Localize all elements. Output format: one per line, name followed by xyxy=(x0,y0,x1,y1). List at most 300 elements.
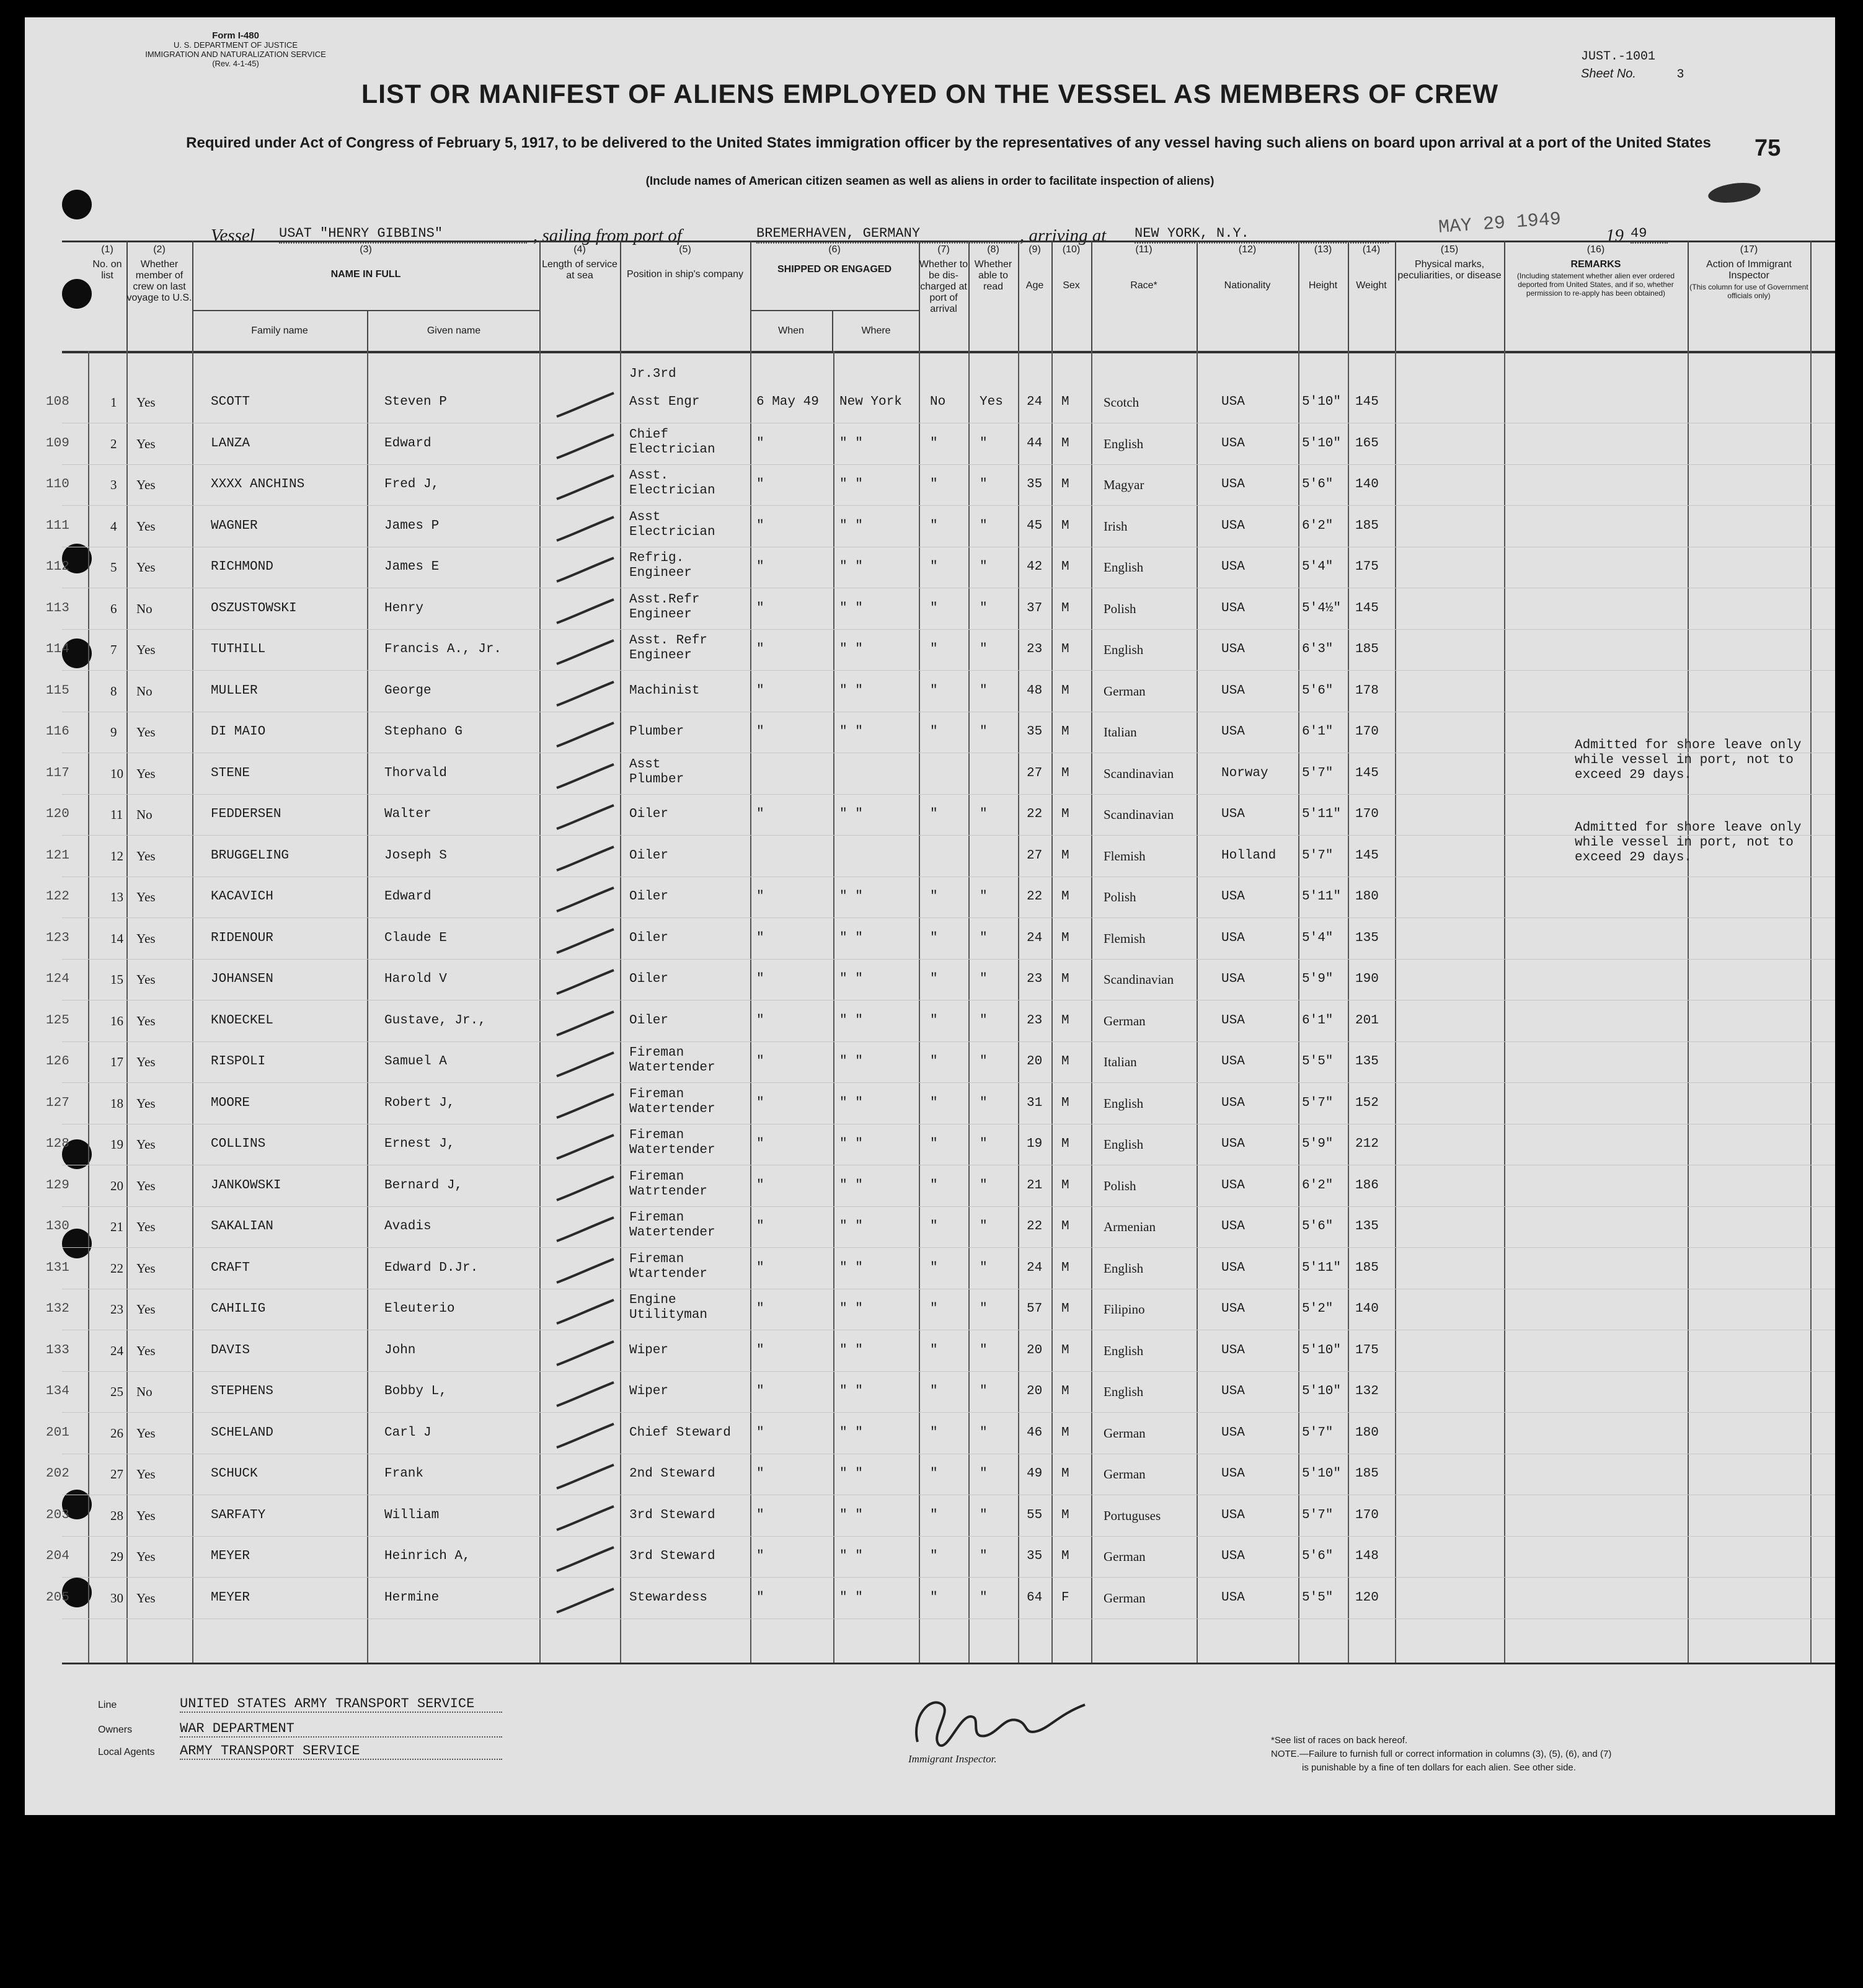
row-rule xyxy=(62,917,1835,918)
col-num: (4) xyxy=(573,244,586,255)
age: 35 xyxy=(1027,477,1043,492)
last-voyage: Yes xyxy=(136,1014,156,1028)
list-number: 11 xyxy=(110,807,123,822)
height: 5'11" xyxy=(1302,1261,1342,1275)
given-name: Edward xyxy=(384,436,431,451)
weight: 135 xyxy=(1355,1054,1379,1069)
col-num: (13) xyxy=(1314,244,1332,255)
table-row xyxy=(46,508,1835,549)
last-voyage: Yes xyxy=(136,1096,156,1111)
nationality: USA xyxy=(1221,1508,1245,1522)
row-rule xyxy=(62,1536,1835,1537)
nationality: Norway xyxy=(1221,766,1268,780)
service-pen-mark xyxy=(552,1379,620,1410)
service-pen-mark xyxy=(552,1503,620,1534)
position: Plumber xyxy=(629,725,684,739)
position: Oiler xyxy=(629,972,669,986)
col-title: Weight xyxy=(1356,280,1387,291)
list-number: 2 xyxy=(110,436,117,451)
weight: 201 xyxy=(1355,1014,1379,1028)
form-revision: (Rev. 4-1-45) xyxy=(212,59,259,68)
sex: M xyxy=(1061,1302,1069,1316)
age: 55 xyxy=(1027,1508,1043,1522)
height: 5'7" xyxy=(1302,766,1334,780)
col-title: Action of Immigrant Inspector xyxy=(1706,259,1792,281)
service-pen-mark xyxy=(552,1544,620,1575)
able-to-read: " xyxy=(980,1096,988,1110)
sex: M xyxy=(1061,1096,1069,1110)
margin-number: 108 xyxy=(46,395,69,409)
given-name: Robert J, xyxy=(384,1096,455,1110)
list-number: 24 xyxy=(110,1343,123,1358)
height: 6'2" xyxy=(1302,519,1334,533)
col-title: No. on list xyxy=(92,259,122,281)
position-line-2: Wtartender xyxy=(629,1267,708,1281)
nationality: USA xyxy=(1221,890,1245,904)
nationality: USA xyxy=(1221,1302,1245,1316)
nationality: USA xyxy=(1221,972,1245,986)
age: 35 xyxy=(1027,725,1043,739)
service-pen-mark xyxy=(552,1090,620,1121)
shipped-when: " xyxy=(756,725,764,739)
page-title: LIST OR MANIFEST OF ALIENS EMPLOYED ON THE VESSEL AS MEMBERS OF CREW xyxy=(361,79,1499,109)
nationality: USA xyxy=(1221,477,1245,492)
page-subnote: (Include names of American citizen seamen as well as aliens in order to facilitate inspection of aliens) xyxy=(645,175,1215,188)
family-name: MEYER xyxy=(211,1549,250,1563)
table-row xyxy=(46,714,1835,755)
col-header-number xyxy=(88,241,128,351)
list-number: 28 xyxy=(110,1508,123,1523)
sex: M xyxy=(1061,601,1069,616)
given-name: George xyxy=(384,684,431,698)
line-value: UNITED STATES ARMY TRANSPORT SERVICE xyxy=(180,1696,502,1713)
last-voyage: Yes xyxy=(136,890,156,904)
race: Italian xyxy=(1104,1054,1137,1069)
given-name: Frank xyxy=(384,1467,424,1481)
discharged: No xyxy=(930,395,946,409)
able-to-read: " xyxy=(980,1591,988,1605)
port-to: NEW YORK, N.Y. xyxy=(1135,226,1389,244)
shipped-where: " " xyxy=(839,972,863,986)
sex: M xyxy=(1061,1426,1069,1440)
able-to-read: " xyxy=(980,684,988,698)
last-voyage: Yes xyxy=(136,1178,156,1193)
race: English xyxy=(1104,1343,1144,1358)
list-number: 3 xyxy=(110,477,117,492)
given-name: Fred J, xyxy=(384,477,440,492)
family-name: SAKALIAN xyxy=(211,1219,273,1234)
nationality: USA xyxy=(1221,519,1245,533)
weight: 170 xyxy=(1355,725,1379,739)
margin-number: 117 xyxy=(46,766,69,780)
family-name: RIDENOUR xyxy=(211,931,273,945)
able-to-read: " xyxy=(980,560,988,574)
col-title: Whether member of crew on last voyage to U.S. xyxy=(126,259,192,303)
discharged: " xyxy=(930,1261,938,1275)
nationality: USA xyxy=(1221,601,1245,616)
table-row xyxy=(46,921,1835,961)
height: 5'4" xyxy=(1302,560,1334,574)
sex: M xyxy=(1061,395,1069,409)
col-title: Age xyxy=(1025,280,1044,291)
col-header-remarks xyxy=(1504,241,1689,351)
weight: 185 xyxy=(1355,519,1379,533)
able-to-read: " xyxy=(980,1219,988,1234)
service-pen-mark xyxy=(552,389,620,420)
list-number: 27 xyxy=(110,1467,123,1482)
margin-number: 125 xyxy=(46,1014,69,1028)
height: 5'2" xyxy=(1302,1302,1334,1316)
table-row xyxy=(46,1291,1835,1332)
col-num: (1) xyxy=(101,244,113,255)
height: 5'5" xyxy=(1302,1591,1334,1605)
table-row xyxy=(46,467,1835,508)
sex: M xyxy=(1061,1467,1069,1481)
last-voyage: Yes xyxy=(136,766,156,781)
shipped-when: " xyxy=(756,1426,764,1440)
service-pen-mark xyxy=(552,966,620,997)
weight: 178 xyxy=(1355,684,1379,698)
position-line-2: Engineer xyxy=(629,607,692,622)
shipped-when: " xyxy=(756,1054,764,1069)
discharged: " xyxy=(930,1054,938,1069)
line-label: Line xyxy=(98,1700,117,1710)
table-row xyxy=(46,549,1835,590)
age: 31 xyxy=(1027,1096,1043,1110)
age: 24 xyxy=(1027,1261,1043,1275)
margin-number: 129 xyxy=(46,1178,69,1193)
shipped-where: " " xyxy=(839,1178,863,1193)
nationality: USA xyxy=(1221,931,1245,945)
discharged: " xyxy=(930,560,938,574)
last-voyage: Yes xyxy=(136,1219,156,1234)
age: 23 xyxy=(1027,1014,1043,1028)
owners-label: Owners xyxy=(98,1725,133,1735)
discharged: " xyxy=(930,1302,938,1316)
col-title: Whether to be dis-charged at port of arrival xyxy=(919,259,968,314)
position: Asst Engr xyxy=(629,395,700,409)
row-rule xyxy=(62,1577,1835,1578)
table-row xyxy=(46,1209,1835,1250)
able-to-read: " xyxy=(980,519,988,533)
list-number: 13 xyxy=(110,890,123,904)
sex: M xyxy=(1061,1549,1069,1563)
able-to-read: " xyxy=(980,436,988,451)
table-row xyxy=(46,591,1835,632)
race: German xyxy=(1104,1549,1146,1564)
given-name: Avadis xyxy=(384,1219,431,1234)
nationality: USA xyxy=(1221,1426,1245,1440)
col-header-shipped xyxy=(750,241,920,351)
position: Machinist xyxy=(629,684,700,698)
height: 5'6" xyxy=(1302,1549,1334,1563)
nationality: USA xyxy=(1221,436,1245,451)
able-to-read: " xyxy=(980,642,988,656)
table-row xyxy=(46,1168,1835,1209)
col-num: (6) xyxy=(828,244,841,255)
list-number: 12 xyxy=(110,849,123,864)
date-stamp: MAY 29 1949 xyxy=(1438,209,1562,239)
col-title: Race* xyxy=(1130,280,1157,291)
discharged: " xyxy=(930,1014,938,1028)
discharged: " xyxy=(930,436,938,451)
list-number: 30 xyxy=(110,1591,123,1606)
discharged: " xyxy=(930,1591,938,1605)
sheet-label: Sheet No. xyxy=(1581,67,1636,81)
sex: M xyxy=(1061,1137,1069,1151)
age: 37 xyxy=(1027,601,1043,616)
race: German xyxy=(1104,1426,1146,1441)
race: German xyxy=(1104,1467,1146,1482)
discharged: " xyxy=(930,807,938,821)
height: 5'6" xyxy=(1302,1219,1334,1234)
row-rule xyxy=(62,629,1835,630)
shipped-where: " " xyxy=(839,1096,863,1110)
col-note: (Including statement whether alien ever ordered deported from United States, and if so, whether permission to re-apply has been obtained) xyxy=(1516,272,1675,298)
height: 5'7" xyxy=(1302,1096,1334,1110)
race: Irish xyxy=(1104,519,1128,534)
service-pen-mark xyxy=(552,926,620,956)
discharged: " xyxy=(930,1426,938,1440)
position: Refrig. xyxy=(629,551,684,565)
position-line-2: Watertender xyxy=(629,1061,715,1075)
discharged: " xyxy=(930,1508,938,1522)
position: Fireman xyxy=(629,1170,684,1184)
position-line-2: Electrician xyxy=(629,525,715,539)
list-number: 1 xyxy=(110,395,117,410)
height: 5'7" xyxy=(1302,1508,1334,1522)
shipped-where: " " xyxy=(839,642,863,656)
sex: M xyxy=(1061,766,1069,780)
col-header-age xyxy=(1018,241,1053,351)
given-name: Stephano G xyxy=(384,725,463,739)
height: 5'4½" xyxy=(1302,601,1342,616)
height: 5'4" xyxy=(1302,931,1334,945)
penalty-note-2: is punishable by a fine of ten dollars for each alien. See other side. xyxy=(1302,1762,1576,1773)
given-name: James P xyxy=(384,519,440,533)
row-rule xyxy=(62,1247,1835,1248)
races-note: *See list of races on back hereof. xyxy=(1271,1735,1408,1746)
shipped-where: " " xyxy=(839,1302,863,1316)
position-line-2: Utilityman xyxy=(629,1308,708,1322)
page-subtitle: Required under Act of Congress of February 5, 1917, to be delivered to the United States immigration officer by the representatives of any vessel having such aliens on board upon arrival at a port of the United States xyxy=(186,135,1711,151)
age: 27 xyxy=(1027,766,1043,780)
service-pen-mark xyxy=(552,1173,620,1204)
family-name: STENE xyxy=(211,766,250,780)
col-title: Whether able to read xyxy=(974,259,1012,292)
service-pen-mark xyxy=(552,761,620,792)
list-number: 16 xyxy=(110,1014,123,1028)
age: 27 xyxy=(1027,849,1043,863)
given-name: Bernard J, xyxy=(384,1178,463,1193)
col-header-nationality xyxy=(1197,241,1299,351)
given-name: Harold V xyxy=(384,972,447,986)
shipped-where: " " xyxy=(839,1137,863,1151)
weight: 135 xyxy=(1355,931,1379,945)
sex: M xyxy=(1061,1219,1069,1234)
position: Fireman xyxy=(629,1087,684,1102)
last-voyage: Yes xyxy=(136,560,156,575)
last-voyage: Yes xyxy=(136,395,156,410)
shipped-where: " " xyxy=(839,1591,863,1605)
col-sub-given: Given name xyxy=(368,310,539,351)
nationality: USA xyxy=(1221,560,1245,574)
shipped-when: " xyxy=(756,1508,764,1522)
col-sub-where: Where xyxy=(833,310,919,351)
margin-number: 114 xyxy=(46,642,69,656)
service-pen-mark xyxy=(552,1296,620,1327)
last-voyage: No xyxy=(136,1384,153,1399)
discharged: " xyxy=(930,972,938,986)
shipped-when: " xyxy=(756,1261,764,1275)
position: Oiler xyxy=(629,849,669,863)
weight: 135 xyxy=(1355,1219,1379,1234)
nationality: USA xyxy=(1221,395,1245,409)
inspector-signature xyxy=(905,1692,1128,1754)
last-voyage: Yes xyxy=(136,519,156,534)
last-voyage: Yes xyxy=(136,642,156,657)
height: 5'9" xyxy=(1302,1137,1334,1151)
weight: 140 xyxy=(1355,1302,1379,1316)
given-name: Francis A., Jr. xyxy=(384,642,502,656)
col-title: REMARKS xyxy=(1570,259,1621,270)
shipped-where: " " xyxy=(839,1426,863,1440)
service-pen-mark xyxy=(552,472,620,503)
last-voyage: Yes xyxy=(136,849,156,864)
margin-number: 110 xyxy=(46,477,69,492)
race: German xyxy=(1104,1591,1146,1606)
service-pen-mark xyxy=(552,1214,620,1245)
sex: M xyxy=(1061,1054,1069,1069)
nationality: USA xyxy=(1221,1549,1245,1563)
table-row xyxy=(46,673,1835,714)
position: Oiler xyxy=(629,807,669,821)
margin-number: 127 xyxy=(46,1096,69,1110)
col-num: (2) xyxy=(153,244,166,255)
margin-number: 203 xyxy=(46,1508,69,1522)
list-number: 20 xyxy=(110,1178,123,1193)
row-rule xyxy=(62,1041,1835,1042)
position: Asst xyxy=(629,510,661,524)
family-name: KNOECKEL xyxy=(211,1014,273,1028)
position: Oiler xyxy=(629,1014,669,1028)
nationality: USA xyxy=(1221,642,1245,656)
col-header-read xyxy=(968,241,1019,351)
margin-number: 204 xyxy=(46,1549,69,1563)
discharged: " xyxy=(930,1096,938,1110)
able-to-read: " xyxy=(980,1137,988,1151)
race: English xyxy=(1104,560,1144,575)
sex: M xyxy=(1061,436,1069,451)
weight: 152 xyxy=(1355,1096,1379,1110)
weight: 165 xyxy=(1355,436,1379,451)
position: Stewardess xyxy=(629,1591,708,1605)
sex: M xyxy=(1061,1508,1069,1522)
margin-number: 132 xyxy=(46,1302,69,1316)
col-num: (16) xyxy=(1586,244,1605,255)
last-voyage: Yes xyxy=(136,436,156,451)
form-service: IMMIGRATION AND NATURALIZATION SERVICE xyxy=(145,50,326,59)
margin-number: 133 xyxy=(46,1343,69,1358)
row-rule xyxy=(62,1082,1835,1083)
race: English xyxy=(1104,1261,1144,1276)
position: Chief xyxy=(629,428,669,442)
position-line-2: Electrician xyxy=(629,443,715,457)
height: 6'1" xyxy=(1302,725,1334,739)
discharged: " xyxy=(930,477,938,492)
shipped-when: " xyxy=(756,477,764,492)
given-name: Carl J xyxy=(384,1426,431,1440)
service-pen-mark xyxy=(552,1008,620,1039)
able-to-read: " xyxy=(980,1343,988,1358)
sex: M xyxy=(1061,519,1069,533)
table-row xyxy=(46,1374,1835,1415)
given-name: Eleuterio xyxy=(384,1302,455,1316)
form-identifier xyxy=(136,31,335,68)
shipped-when: " xyxy=(756,642,764,656)
shipped-where: " " xyxy=(839,1054,863,1069)
margin-number: 115 xyxy=(46,684,69,698)
service-pen-mark xyxy=(552,1338,620,1369)
table-row xyxy=(46,797,1835,837)
col-num: (5) xyxy=(679,244,691,255)
age: 44 xyxy=(1027,436,1043,451)
punch-hole xyxy=(62,190,92,219)
shipped-when: " xyxy=(756,1549,764,1563)
table-row xyxy=(46,384,1835,425)
margin-number: 202 xyxy=(46,1467,69,1481)
weight: 145 xyxy=(1355,395,1379,409)
shipped-when: " xyxy=(756,1384,764,1398)
col-num: (11) xyxy=(1135,244,1153,255)
able-to-read: " xyxy=(980,1508,988,1522)
discharged: " xyxy=(930,890,938,904)
col-header-weight xyxy=(1348,241,1396,351)
family-name: COLLINS xyxy=(211,1137,266,1151)
col-header-height xyxy=(1298,241,1349,351)
height: 5'11" xyxy=(1302,890,1342,904)
given-name: Gustave, Jr., xyxy=(384,1014,486,1028)
position: Asst.Refr xyxy=(629,593,700,607)
year-suffix: 49 xyxy=(1631,226,1668,244)
shipped-when: " xyxy=(756,560,764,574)
discharged: " xyxy=(930,725,938,739)
col-title: Nationality xyxy=(1224,280,1271,291)
given-name: Henry xyxy=(384,601,424,616)
able-to-read: " xyxy=(980,1467,988,1481)
table-row xyxy=(46,738,1835,797)
margin-number: 113 xyxy=(46,601,69,616)
nationality: USA xyxy=(1221,725,1245,739)
service-pen-mark xyxy=(552,1255,620,1286)
weight: 190 xyxy=(1355,972,1379,986)
table-row xyxy=(46,1580,1835,1621)
race: Scotch xyxy=(1104,395,1139,410)
able-to-read: " xyxy=(980,1178,988,1193)
col-num: (14) xyxy=(1362,244,1381,255)
sailing-label: , sailing from port of xyxy=(533,226,682,245)
sex: M xyxy=(1061,807,1069,821)
table-row xyxy=(46,1539,1835,1579)
race: Polish xyxy=(1104,601,1136,616)
row-rule xyxy=(62,1371,1835,1372)
weight: 185 xyxy=(1355,642,1379,656)
family-name: RICHMOND xyxy=(211,560,273,574)
position: Fireman xyxy=(629,1046,684,1060)
age: 22 xyxy=(1027,1219,1043,1234)
list-number: 7 xyxy=(110,642,117,657)
shipped-where: " " xyxy=(839,519,863,533)
